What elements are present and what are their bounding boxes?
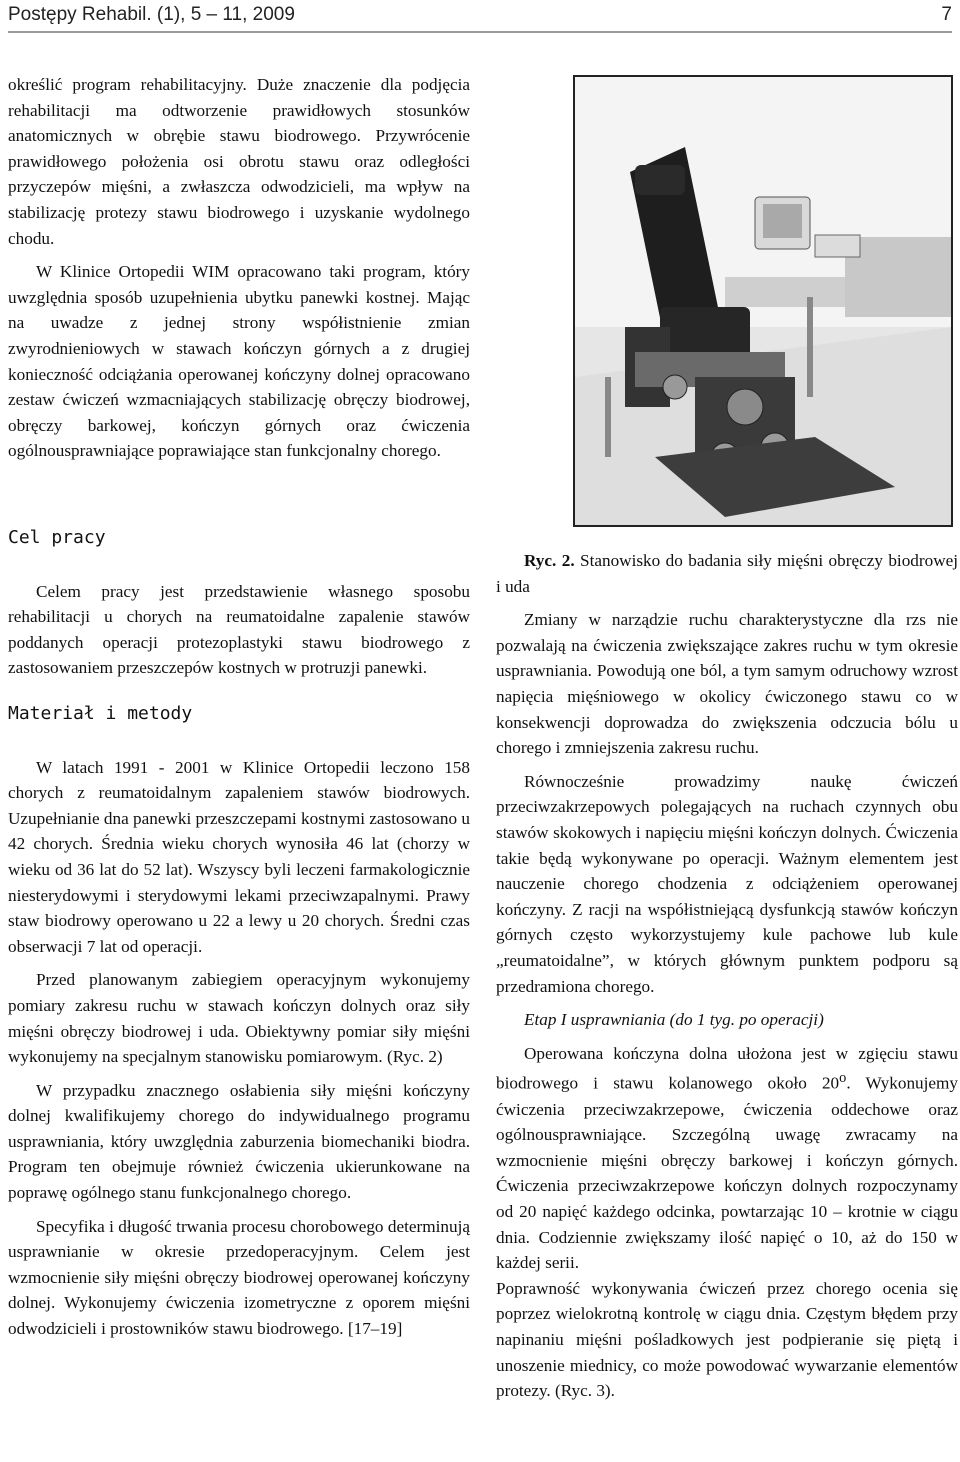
degree-superscript: o (839, 1070, 847, 1087)
paragraph: Równocześnie prowadzimy naukę ćwiczeń przeciwzakrzepowych polegających na ruchach czynnych obu stawów skokowych i napięciu mięśni kończyn dolnych. Ćwiczenia takie będą wykonywane po operacji. Ważnym elementem jest nauczenie chorego chodzenia z odciążeniem operowanej kończyny. Z racji na współistniejącą dysfunkcją stawów kończyn górnych często wykorzystujemy kule pachowe lub kule „reumatoidalne”, w których głównym punktem podporu są przedramiona chorego. (496, 771, 958, 996)
left-column-top (8, 72, 470, 464)
paragraph-text: Operowana kończyna dolna ułożona jest w zgięciu stawu biodrowego i stawu kolanowego około 20 (496, 1043, 958, 1094)
header-rule (8, 31, 952, 33)
section-heading-material: Materiał i metody (8, 702, 193, 724)
running-header (8, 0, 952, 30)
paragraph: W latach 1991 - 2001 w Klinice Ortopedii leczono 158 chorych z reumatoidalnym zapaleniem stawów biodrowych. Uzupełnianie dna panewki przeszczepami kostnymi zastosowano u 42 chorych. Średnia wieku chorych wynosiła 46 lat (chorzy w wieku od 36 lat do 52 lat). Wszyscy byli leczeni farmakologicznie niesterydowymi i sterydowymi lekami przeciwzapalnymi. Prawy staw biodrowy operowano u 22 a lewy u 20 chorych. Średni czas obserwacji 7 lat od operacji. (8, 757, 470, 956)
paragraph: Poprawność wykonywania ćwiczeń przez chorego ocenia się poprzez wielokrotną kontrolę w ciągu dnia. Częstym błędem przy napinaniu mięśni pośladkowych jest podpieranie się piętą i unoszenie miednicy, co może powodować wywarzanie elementów protezy. (Ryc. 3). (496, 1278, 958, 1401)
paragraph: Specyfika i długość trwania procesu chorobowego determinują usprawnianie w okresie przedoperacyjnym. Celem jest wzmocnienie siły mięśni obręczy biodrowej operowanej kończyny dolnej. Wykonujemy ćwiczenia izometryczne z oporem mięśni odwodzicieli i prostowników stawu biodrowego. [17–19] (8, 1216, 470, 1339)
paragraph: W przypadku znacznego osłabienia siły mięśni kończyny dolnej kwalifikujemy chorego do indywidualnego programu usprawniania, który uwzględnia zaburzenia biomechaniki biodra. Program ten obejmuje również ćwiczenia ukierunkowane na poprawę ogólnego stanu funkcjonalnego chorego. (8, 1080, 470, 1203)
paragraph-text: . Wykonujemy ćwiczenia przeciwzakrzepowe, ćwiczenia oddechowe oraz ogólnousprawniające. Szczególną uwagę zwracamy na wzmocnienie mięśni obręczy barkowej i kończyn górnych. Ćwiczenia przeciwzakrzepowe kończyn dolnych rozpoczynamy od 20 napięć każdego odcinka, powtarzając 10 – krotnie w ciągu dnia. Codziennie zwiększamy ilość napięć o 10, aż do 150 w każdej serii. (496, 1074, 959, 1273)
page-number: 7 (941, 4, 952, 25)
figure-caption (496, 548, 958, 599)
figure-label: Ryc. 2. (524, 551, 575, 570)
figure-caption-text: Stanowisko do badania siły mięśni obręczy biodrowej i uda (496, 551, 959, 596)
right-column (496, 548, 958, 1412)
paragraph (496, 1041, 958, 1276)
section-heading-cel-pracy: Cel pracy (8, 527, 106, 548)
paragraph: W Klinice Ortopedii WIM opracowano taki program, który uwzględnia sposób uzupełnienia ubytku panewki kostnej. Mając na uwadze z jednej strony współistnienie zmian zwyrodnieniowych w stawach kończyn górnych a z drugiej konieczność odciążania operowanej kończyny dolnej opracowano zestaw ćwiczeń wzmacniających stabilizację obręczy biodrowej, obręczy barkowej, kończyn górnych oraz ćwiczenia ogólnousprawniające poprawiające stan funkcjonalny chorego. (8, 262, 470, 461)
left-column-lower (8, 525, 470, 1350)
paragraph: Zmiany w narządzie ruchu charakterystyczne dla rzs nie pozwalają na ćwiczenia zwiększające zakres ruchu w tym okresie usprawniania. Powodują one ból, a tym samym odruchowy wzrost napięcia mięśniowego w okolicy ćwiczonego stawu co w konsekwencji doprowadza do zwiększenia odczucia bólu u chorego i zmniejszenia zakresu ruchu. (496, 610, 958, 758)
measurement-chair-illustration (575, 77, 951, 525)
paragraph: Celem pracy jest przedstawienie własnego sposobu rehabilitacji u chorych na reumatoidalne zapalenie stawów poddanych operacji protezoplastyki stawu biodrowego z zastosowaniem przeszczepów kostnych w protruzji panewki. (8, 581, 470, 678)
paragraph: określić program rehabilitacyjny. Duże znaczenie dla podjęcia rehabilitacji ma odtworzenie prawidłowych stosunków anatomicznych w obrębie stawu biodrowego. Przywrócenie prawidłowego położenia osi obrotu stawu oraz odległości przyczepów mięśni, a zwłaszcza odwodzicieli, ma wpływ na stabilizację protezy stawu biodrowego i uzyskanie wydolnego chodu. (8, 75, 470, 248)
paragraph: Przed planowanym zabiegiem operacyjnym wykonujemy pomiary zakresu ruchu w stawach kończyn dolnych oraz siły mięśni obręczy biodrowej i uda. Obiektywny pomiar siły mięśni wykonujemy na specjalnym stanowisku pomiarowym. (Ryc. 2) (8, 970, 470, 1067)
journal-citation: Postępy Rehabil. (1), 5 – 11, 2009 (8, 4, 295, 25)
figure-photo-measurement-station (573, 75, 953, 527)
subsection-heading-etap-i: Etap I usprawniania (do 1 tyg. po operacji) (524, 1010, 824, 1030)
